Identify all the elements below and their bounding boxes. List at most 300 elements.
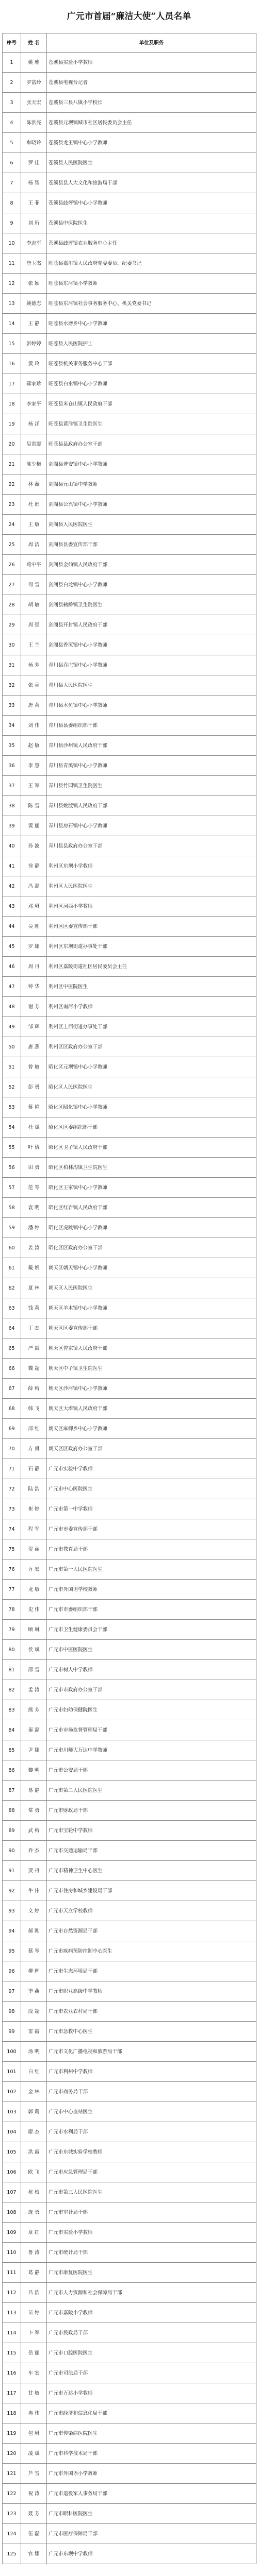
row-number: 60 — [3, 1238, 21, 1258]
row-unit: 广元市传染病医院医生 — [47, 2424, 256, 2444]
row-name: 苗 婷 — [21, 2303, 47, 2323]
row-name: 洪 霞 — [21, 2142, 47, 2162]
row-unit: 广元市中心血站医生 — [47, 2102, 256, 2122]
row-number: 2 — [3, 73, 21, 93]
row-unit: 广元市实验小学教师 — [47, 2223, 256, 2243]
row-number: 75 — [3, 1539, 21, 1560]
row-unit: 朝天区麻柳乡中心小学教师 — [47, 1419, 256, 1439]
table-row — [3, 73, 256, 93]
row-number: 94 — [3, 1921, 21, 1941]
table-row — [3, 474, 256, 495]
row-unit: 苍溪县龙王镇中心小学教师 — [47, 133, 256, 153]
row-unit: 广元市精神卫生中心医生 — [47, 1861, 256, 1881]
row-unit: 广元市应急管理局干部 — [47, 2162, 256, 2182]
row-number: 96 — [3, 1961, 21, 1981]
row-unit: 青川县姚渡镇人民政府干部 — [47, 796, 256, 816]
row-number: 41 — [3, 856, 21, 876]
row-name: 彭婷婷 — [21, 334, 47, 354]
row-name: 张天宏 — [21, 93, 47, 113]
table-row — [3, 113, 256, 133]
table-row — [3, 2323, 256, 2343]
table-row — [3, 876, 256, 896]
row-unit: 苍溪县电视台记者 — [47, 73, 256, 93]
table-row — [3, 2182, 256, 2202]
row-name: 欧 飞 — [21, 2162, 47, 2182]
row-unit: 广元市民政局干部 — [47, 2323, 256, 2343]
row-name: 方 勇 — [21, 1439, 47, 1459]
row-name: 韩 飞 — [21, 1399, 47, 1419]
row-name: 刘 珩 — [21, 213, 47, 233]
row-unit: 广元市经济和信息化局干部 — [47, 2403, 256, 2424]
row-number: 103 — [3, 2102, 21, 2122]
row-unit: 利州区南河小学教师 — [47, 997, 256, 1017]
table-row — [3, 2102, 256, 2122]
row-name: 范 琴 — [21, 1178, 47, 1198]
row-name: 邹 辉 — [21, 1017, 47, 1037]
table-row — [3, 2303, 256, 2323]
row-name: 柳 辉 — [21, 1961, 47, 1981]
row-unit: 剑阁县人民医院医生 — [47, 515, 256, 535]
row-unit: 旺苍县县政府办公室干部 — [47, 434, 256, 454]
row-unit: 朝天区区政府办公室干部 — [47, 1439, 256, 1459]
row-number: 50 — [3, 1037, 21, 1057]
row-number: 80 — [3, 1640, 21, 1660]
row-name: 陆 浩 — [21, 1479, 47, 1499]
row-number: 106 — [3, 2162, 21, 2182]
row-name: 孙 波 — [21, 836, 47, 856]
row-name: 冯 磊 — [21, 876, 47, 896]
row-name: 吴 刚 — [21, 917, 47, 937]
table-row — [3, 2383, 256, 2403]
row-unit: 广元市树人中学教师 — [47, 1660, 256, 1680]
table-row — [3, 1901, 256, 1921]
row-unit: 旺苍县黄洋镇卫生院医生 — [47, 414, 256, 434]
row-unit: 利州区区委宣传部干部 — [47, 917, 256, 937]
row-name: 蒋 艳 — [21, 1097, 47, 1117]
row-unit: 旺苍县米仓山镇人民政府干部 — [47, 394, 256, 414]
row-unit: 利州区中医院医生 — [47, 977, 256, 997]
row-unit: 利州区上西街道办事处干部 — [47, 1017, 256, 1037]
row-number: 9 — [3, 213, 21, 233]
table-row — [3, 2243, 256, 2263]
row-number: 120 — [3, 2444, 21, 2464]
row-number: 102 — [3, 2082, 21, 2102]
row-unit: 利州区河西小学教师 — [47, 896, 256, 917]
row-number: 22 — [3, 474, 21, 495]
row-name: 车 宏 — [21, 2363, 47, 2383]
row-unit: 青川县木鱼镇中心小学教师 — [47, 696, 256, 716]
row-unit: 昭化区元坝镇中心小学教师 — [47, 1057, 256, 1077]
row-name: 谢 芳 — [21, 997, 47, 1017]
table-row — [3, 2122, 256, 2142]
row-name: 王 静 — [21, 314, 47, 334]
row-unit: 广元市自然资源局干部 — [47, 1921, 256, 1941]
row-unit: 广元市文化广播电视和旅游局干部 — [47, 2042, 256, 2062]
row-unit: 广元市急救中心医生 — [47, 2022, 256, 2042]
table-row — [3, 856, 256, 876]
row-name: 严 霞 — [21, 1338, 47, 1359]
row-unit: 利州区东坝街道办事处干部 — [47, 937, 256, 957]
roster-table — [2, 33, 256, 2564]
row-name: 魏 超 — [21, 1359, 47, 1379]
table-row — [3, 1620, 256, 1640]
row-name: 贾 丹 — [21, 1861, 47, 1881]
row-unit: 广元市东坝中学教师 — [47, 2544, 256, 2564]
row-name: 易 静 — [21, 1781, 47, 1801]
table-row — [3, 1660, 256, 1680]
row-unit: 苍溪县县人大文化和旅游局干部 — [47, 173, 256, 193]
table-row — [3, 2223, 256, 2243]
row-unit: 利州区人民医院医生 — [47, 876, 256, 896]
row-number: 98 — [3, 2002, 21, 2022]
row-name: 庞 勇 — [21, 2202, 47, 2223]
row-name: 周 洁 — [21, 535, 47, 555]
table-row — [3, 1821, 256, 1841]
row-unit: 青川县青溪镇中心小学教师 — [47, 756, 256, 776]
table-row — [3, 655, 256, 675]
row-name: 乔 杰 — [21, 1841, 47, 1861]
row-number: 86 — [3, 1760, 21, 1781]
row-number: 15 — [3, 334, 21, 354]
row-name: 郭 莉 — [21, 2102, 47, 2122]
row-unit: 剑阁县公兴镇中心小学教师 — [47, 495, 256, 515]
row-unit: 广元市交通运输局干部 — [47, 1841, 256, 1861]
row-unit: 广元市第三人民医院医生 — [47, 2182, 256, 2202]
row-name: 唐 燕 — [21, 1037, 47, 1057]
row-number: 7 — [3, 173, 21, 193]
row-name: 史 伟 — [21, 1600, 47, 1620]
row-unit: 朝天区区委宣传部干部 — [47, 1318, 256, 1338]
table-row — [3, 756, 256, 776]
row-number: 79 — [3, 1620, 21, 1640]
row-name: 牛 伟 — [21, 1881, 47, 1901]
row-name: 邱 红 — [21, 1419, 47, 1439]
row-name: 李家平 — [21, 394, 47, 414]
row-number: 93 — [3, 1901, 21, 1921]
row-name: 顾 琳 — [21, 1620, 47, 1640]
table-body — [3, 53, 256, 2564]
row-name: 章 红 — [21, 2223, 47, 2243]
row-unit: 广元市商务局干部 — [47, 2082, 256, 2102]
row-name: 钱 莉 — [21, 1298, 47, 1318]
row-name: 雷 霞 — [21, 2022, 47, 2042]
table-row — [3, 515, 256, 535]
row-number: 118 — [3, 2403, 21, 2424]
row-number: 19 — [3, 414, 21, 434]
table-row — [3, 555, 256, 575]
row-number: 47 — [3, 977, 21, 997]
row-number: 35 — [3, 736, 21, 756]
row-name: 邓 琳 — [21, 896, 47, 917]
row-unit: 广元市嘉陵小学教师 — [47, 2303, 256, 2323]
row-unit: 旺苍县东河镇小学教师 — [47, 274, 256, 294]
table-row — [3, 1720, 256, 1740]
table-row — [3, 374, 256, 394]
row-number: 88 — [3, 1801, 21, 1821]
table-row — [3, 1298, 256, 1318]
row-name: 尹 娜 — [21, 1740, 47, 1760]
row-number: 58 — [3, 1198, 21, 1218]
row-number: 84 — [3, 1720, 21, 1740]
row-number: 10 — [3, 233, 21, 253]
row-unit: 剑阁县金仙镇人民政府干部 — [47, 555, 256, 575]
row-name: 李 慧 — [21, 756, 47, 776]
row-name: 岳 丽 — [21, 2343, 47, 2363]
table-row — [3, 1318, 256, 1338]
row-name: 程 军 — [21, 1519, 47, 1539]
row-number: 23 — [3, 495, 21, 515]
row-unit: 广元市天立学校教师 — [47, 1901, 256, 1921]
row-unit: 广元市职业高级中学教师 — [47, 1981, 256, 2002]
row-name: 吴雷霞 — [21, 434, 47, 454]
row-unit: 旺苍县白水镇中心小学教师 — [47, 374, 256, 394]
table-row — [3, 1560, 256, 1580]
row-unit: 广元市住房和城乡建设局干部 — [47, 1881, 256, 1901]
table-row — [3, 2162, 256, 2182]
row-unit: 苍溪县实验小学教师 — [47, 53, 256, 73]
row-name: 孟 涛 — [21, 1680, 47, 1700]
row-name: 王 菲 — [21, 193, 47, 213]
row-unit: 朝天区大滩镇人民政府干部 — [47, 1399, 256, 1419]
table-row — [3, 193, 256, 213]
row-unit: 广元市人力资源和社会保障局干部 — [47, 2283, 256, 2303]
row-number: 112 — [3, 2283, 21, 2303]
row-number: 45 — [3, 937, 21, 957]
row-number: 69 — [3, 1419, 21, 1439]
row-name: 季 燕 — [21, 1981, 47, 2002]
table-row — [3, 957, 256, 977]
row-number: 13 — [3, 294, 21, 314]
row-number: 115 — [3, 2343, 21, 2363]
row-number: 56 — [3, 1158, 21, 1178]
row-number: 111 — [3, 2263, 21, 2283]
row-unit: 广元市司法局干部 — [47, 2363, 256, 2383]
table-row — [3, 2002, 256, 2022]
table-row — [3, 1781, 256, 1801]
row-name: 秦 磊 — [21, 1720, 47, 1740]
table-row — [3, 1057, 256, 1077]
row-number: 24 — [3, 515, 21, 535]
row-unit: 广元市疾病预防控制中心医生 — [47, 1941, 256, 1961]
row-name: 杨 洋 — [21, 414, 47, 434]
table-row — [3, 1841, 256, 1861]
table-row — [3, 2363, 256, 2383]
row-unit: 广元市财政局干部 — [47, 1801, 256, 1821]
row-name: 冉 伟 — [21, 2403, 47, 2424]
row-unit: 昭化区虎跳镇中心小学教师 — [47, 1218, 256, 1238]
row-unit: 青川县县政府办公室干部 — [47, 836, 256, 856]
row-number: 8 — [3, 193, 21, 213]
table-row — [3, 1037, 256, 1057]
table-row — [3, 1258, 256, 1278]
table-row — [3, 896, 256, 917]
row-number: 59 — [3, 1218, 21, 1238]
table-row — [3, 2343, 256, 2363]
row-unit: 广元市第二人民医院医生 — [47, 1781, 256, 1801]
row-unit: 广元市康复医院医生 — [47, 2263, 256, 2283]
table-row — [3, 1198, 256, 1218]
row-name: 龙 敏 — [21, 1580, 47, 1600]
row-unit: 剑阁县鹤龄镇卫生院医生 — [47, 595, 256, 615]
row-number: 36 — [3, 756, 21, 776]
row-name: 牟晓玲 — [21, 133, 47, 153]
row-unit: 广元市卫生健康委员会干部 — [47, 1620, 256, 1640]
row-name: 吕 浩 — [21, 2283, 47, 2303]
table-row — [3, 2082, 256, 2102]
row-number: 110 — [3, 2243, 21, 2263]
row-unit: 昭化区王家镇中心小学教师 — [47, 1178, 256, 1198]
table-row — [3, 1539, 256, 1560]
row-number: 54 — [3, 1117, 21, 1138]
row-name: 罗 佳 — [21, 153, 47, 173]
row-number: 65 — [3, 1338, 21, 1359]
row-number: 66 — [3, 1359, 21, 1379]
row-number: 61 — [3, 1258, 21, 1278]
row-name: 叶 倩 — [21, 1138, 47, 1158]
row-number: 108 — [3, 2202, 21, 2223]
row-unit: 利州区东坝小学教师 — [47, 856, 256, 876]
row-unit: 昭化区卫子镇人民政府干部 — [47, 1138, 256, 1158]
row-name: 袁 明 — [21, 1198, 47, 1218]
row-name: 崔 婷 — [21, 1499, 47, 1519]
row-number: 78 — [3, 1600, 21, 1620]
row-name: 田 勇 — [21, 1158, 47, 1178]
row-number: 73 — [3, 1499, 21, 1519]
row-unit: 苍溪县人民医院医生 — [47, 153, 256, 173]
row-name: 官 娜 — [21, 2544, 47, 2564]
row-number: 5 — [3, 133, 21, 153]
table-row — [3, 1439, 256, 1459]
row-unit: 朝天区沙河镇中心小学教师 — [47, 1379, 256, 1399]
header-number: 序号 — [3, 33, 21, 53]
row-number: 48 — [3, 997, 21, 1017]
row-unit: 青川县乔庄镇中心小学教师 — [47, 655, 256, 675]
row-name: 林 薇 — [21, 474, 47, 495]
row-number: 49 — [3, 1017, 21, 1037]
table-row — [3, 1640, 256, 1660]
table-row — [3, 1600, 256, 1620]
row-name: 杜 娟 — [21, 495, 47, 515]
row-name: 曾 敏 — [21, 1057, 47, 1077]
row-number: 123 — [3, 2504, 21, 2524]
row-name: 周 丹 — [21, 957, 47, 977]
row-number: 31 — [3, 655, 21, 675]
table-row — [3, 394, 256, 414]
row-name: 凌 斌 — [21, 2444, 47, 2464]
table-row — [3, 836, 256, 856]
row-number: 72 — [3, 1479, 21, 1499]
table-row — [3, 434, 256, 454]
table-row — [3, 615, 256, 635]
row-name: 姜 涛 — [21, 1238, 47, 1258]
row-name: 黄 玲 — [21, 354, 47, 374]
table-row — [3, 1158, 256, 1178]
row-name: 苟中平 — [21, 555, 47, 575]
row-name: 黄 丽 — [21, 816, 47, 836]
table-row — [3, 1680, 256, 1700]
row-unit: 朝天区羊木镇中心小学教师 — [47, 1298, 256, 1318]
table-row — [3, 1138, 256, 1158]
table-row — [3, 2142, 256, 2162]
table-row — [3, 2042, 256, 2062]
row-number: 68 — [3, 1399, 21, 1419]
row-name: 石 静 — [21, 1459, 47, 1479]
table-row — [3, 1981, 256, 2002]
row-name: 徐 静 — [21, 856, 47, 876]
table-row — [3, 696, 256, 716]
row-number: 107 — [3, 2182, 21, 2202]
row-unit: 青川县县委组织部干部 — [47, 716, 256, 736]
row-name: 邵 雪 — [21, 1660, 47, 1680]
table-row — [3, 997, 256, 1017]
row-name: 贺 丽 — [21, 1539, 47, 1560]
table-row — [3, 1921, 256, 1941]
row-number: 77 — [3, 1580, 21, 1600]
row-unit: 青川县人民医院医生 — [47, 675, 256, 696]
row-unit: 广元市口腔医院医生 — [47, 2343, 256, 2363]
table-row — [3, 595, 256, 615]
table-row — [3, 314, 256, 334]
row-number: 91 — [3, 1861, 21, 1881]
row-name: 李志军 — [21, 233, 47, 253]
row-number: 33 — [3, 696, 21, 716]
row-number: 76 — [3, 1560, 21, 1580]
row-name: 葛 静 — [21, 2263, 47, 2283]
row-unit: 广元市宝轮中学教师 — [47, 1821, 256, 1841]
table-row — [3, 937, 256, 957]
row-unit: 旺苍县水磨乡中心小学教师 — [47, 314, 256, 334]
table-row — [3, 816, 256, 836]
row-number: 18 — [3, 394, 21, 414]
table-row — [3, 495, 256, 515]
row-name: 鲁 涛 — [21, 2243, 47, 2263]
row-name: 张 亮 — [21, 675, 47, 696]
row-unit: 昭化区区政府办公室干部 — [47, 1238, 256, 1258]
row-name: 赵 敏 — [21, 736, 47, 756]
row-name: 夏 林 — [21, 1278, 47, 1298]
row-name: 杜 斌 — [21, 1117, 47, 1138]
row-unit: 昭化区柏林沟镇卫生院医生 — [47, 1158, 256, 1178]
row-unit: 广元市公安局干部 — [47, 1760, 256, 1781]
row-unit: 广元市教育局干部 — [47, 1539, 256, 1560]
row-number: 16 — [3, 354, 21, 374]
table-row — [3, 1097, 256, 1117]
row-number: 119 — [3, 2424, 21, 2444]
row-number: 117 — [3, 2383, 21, 2403]
row-unit: 苍溪县歧坪镇农业服务中心主任 — [47, 233, 256, 253]
row-number: 114 — [3, 2323, 21, 2343]
table-row — [3, 233, 256, 253]
table-row — [3, 213, 256, 233]
table-row — [3, 977, 256, 997]
row-unit: 广元市中心医院医生 — [47, 1479, 256, 1499]
table-row — [3, 1399, 256, 1419]
table-row — [3, 1499, 256, 1519]
row-unit: 苍溪县歧坪镇中心小学教师 — [47, 193, 256, 213]
row-name: 钟 华 — [21, 977, 47, 997]
table-row — [3, 253, 256, 274]
row-number: 92 — [3, 1881, 21, 1901]
table-row — [3, 2062, 256, 2082]
row-name: 罗富玲 — [21, 73, 47, 93]
row-number: 113 — [3, 2303, 21, 2323]
table-row — [3, 1117, 256, 1138]
row-unit: 广元市外国语小学教师 — [47, 2464, 256, 2484]
table-row — [3, 1359, 256, 1379]
table-row — [3, 1700, 256, 1720]
row-unit: 广元市审计局干部 — [47, 2202, 256, 2223]
table-row — [3, 1961, 256, 1981]
